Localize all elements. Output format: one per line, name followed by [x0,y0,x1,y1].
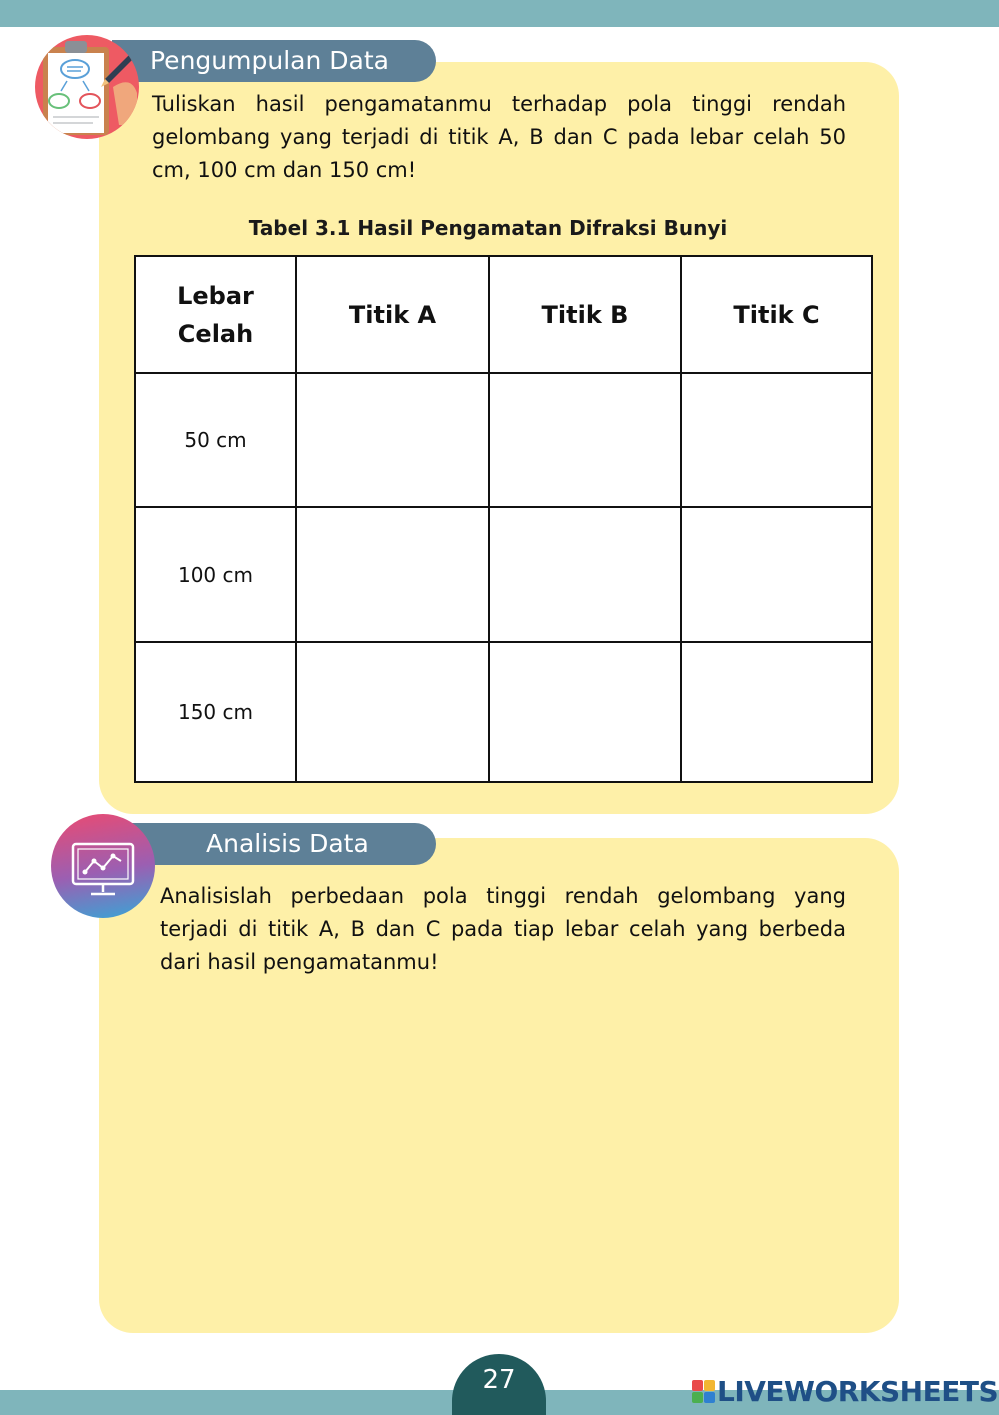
table-caption: Tabel 3.1 Hasil Pengamatan Difraksi Bunyi [248,216,728,240]
table-row [135,373,872,507]
cell-150-titik-a[interactable] [296,642,489,782]
page-number: 27 [452,1354,546,1415]
observation-table [134,255,873,783]
cell-50-titik-c[interactable] [681,373,872,507]
cell-150-titik-b[interactable] [489,642,681,782]
table-row [135,642,872,782]
clipboard-icon [35,35,139,139]
liveworksheets-wordmark: LIVEWORKSHEETS [717,1374,999,1408]
header-titik-a: Titik A [296,256,489,373]
header-lebar-celah [135,256,296,373]
row-label-100: 100 cm [135,507,296,642]
analysis-instruction: Analisislah perbedaan pola tinggi rendah gelombang yang terjadi di titik A, B dan C pada tiap lebar celah yang berbeda dari hasil pengamatanmu! [160,884,846,974]
row-label-150: 150 cm [135,642,296,782]
cell-50-titik-b[interactable] [489,373,681,507]
data-collection-instruction: Tuliskan hasil pengamatanmu terhadap pola tinggi rendah gelombang yang terjadi di titik A, B dan C pada lebar celah 50 cm, 100 cm dan 150 cm! [152,92,846,182]
cell-100-titik-b[interactable] [489,507,681,642]
header-lebar: Lebar [177,281,254,310]
monitor-chart-icon [51,814,155,918]
liveworksheets-logo [692,1374,998,1408]
table-row [135,507,872,642]
header-titik-b: Titik B [489,256,681,373]
cell-50-titik-a[interactable] [296,373,489,507]
cell-150-titik-c[interactable] [681,642,872,782]
top-band [0,0,999,27]
section-title-analisis-data: Analisis Data [120,823,436,865]
liveworksheets-logo-icon [692,1380,715,1403]
header-titik-c: Titik C [681,256,872,373]
section-title-pengumpulan-data: Pengumpulan Data [112,40,436,82]
header-celah: Celah [177,319,254,348]
cell-100-titik-c[interactable] [681,507,872,642]
row-label-50: 50 cm [135,373,296,507]
cell-100-titik-a[interactable] [296,507,489,642]
